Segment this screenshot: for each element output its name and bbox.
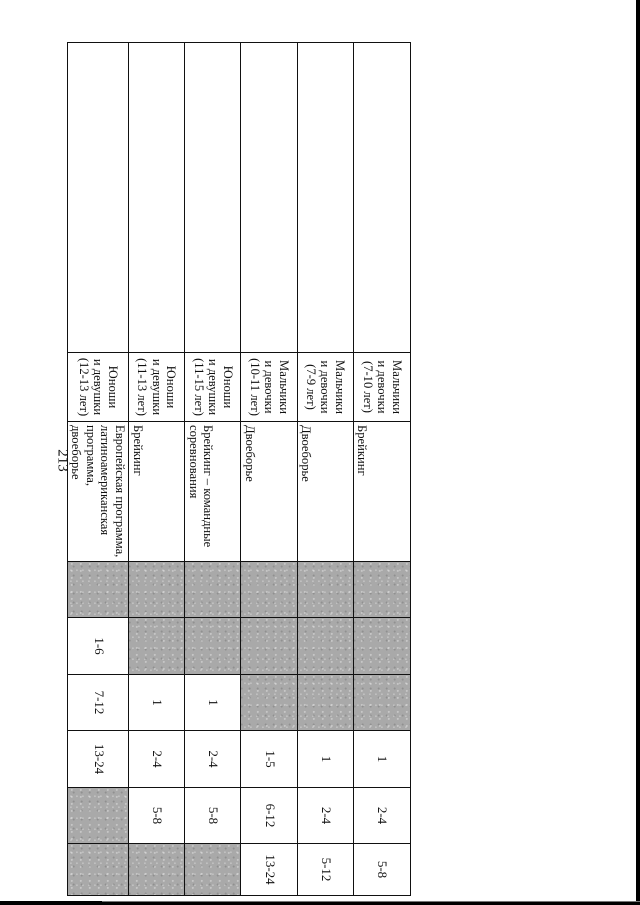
shaded-empty-cell	[129, 562, 185, 618]
place-range-cell: 13-24	[68, 731, 129, 788]
age-group-cell	[185, 353, 241, 422]
shaded-empty-cell	[241, 675, 297, 731]
age-group-cell	[241, 353, 297, 422]
place-range-cell: 1	[297, 731, 353, 788]
place-range-cell: 2-4	[353, 788, 410, 844]
table-row	[241, 43, 297, 896]
shaded-empty-cell	[68, 788, 129, 844]
age-group-line: Юноши	[164, 365, 179, 409]
table-row	[68, 43, 129, 896]
age-group-line: (7-10 лет)	[360, 361, 375, 413]
age-group-cell	[297, 353, 353, 422]
discipline-cell	[297, 422, 353, 562]
shaded-empty-cell	[129, 844, 185, 896]
discipline-cell	[241, 422, 297, 562]
shaded-empty-cell	[185, 562, 241, 618]
shaded-empty-cell	[241, 562, 297, 618]
place-range-cell: 1-6	[68, 618, 129, 675]
place-range-cell: 5-8	[129, 788, 185, 844]
place-range-cell: 7-12	[68, 675, 129, 731]
table-row	[353, 43, 410, 896]
table-row	[297, 43, 353, 896]
competition-places-table	[67, 42, 411, 896]
age-group-line: (11-15 лет)	[191, 358, 206, 416]
place-range-cell: 2-4	[297, 788, 353, 844]
discipline-cell	[68, 422, 129, 562]
blank-cell	[68, 43, 129, 353]
discipline-line: латиноамериканская программа,	[83, 425, 113, 536]
age-group-line: Юноши	[220, 365, 235, 409]
place-range-cell: 1-5	[241, 731, 297, 788]
place-range-cell: 5-8	[353, 844, 410, 896]
blank-cell	[185, 43, 241, 353]
place-range-cell: 6-12	[241, 788, 297, 844]
place-range-cell: 5-8	[185, 788, 241, 844]
age-group-line: (12-13 лет)	[76, 357, 91, 417]
place-range-cell: 13-24	[241, 844, 297, 896]
table-row	[185, 43, 241, 896]
place-range-cell: 2-4	[129, 731, 185, 788]
age-group-line: Юноши	[105, 365, 120, 409]
age-group-line: Мальчики	[276, 360, 291, 414]
rotated-table-area	[67, 42, 411, 895]
place-range-cell: 2-4	[185, 731, 241, 788]
age-group-line: и девочки	[318, 360, 333, 414]
blank-cell	[129, 43, 185, 353]
shaded-empty-cell	[297, 562, 353, 618]
age-group-line: (11-13 лет)	[135, 358, 150, 416]
shaded-empty-cell	[185, 618, 241, 675]
shaded-empty-cell	[68, 844, 129, 896]
blank-cell	[241, 43, 297, 353]
table-wrapper	[67, 42, 411, 895]
age-group-cell	[68, 353, 129, 422]
shaded-empty-cell	[353, 618, 410, 675]
discipline-cell	[353, 422, 410, 562]
discipline-line: Двоеборье	[242, 425, 257, 482]
place-range-cell: 1	[185, 675, 241, 731]
age-group-line: Мальчики	[332, 360, 347, 414]
discipline-line: двоеборье	[69, 425, 84, 480]
discipline-cell	[185, 422, 241, 562]
shaded-empty-cell	[185, 844, 241, 896]
shaded-empty-cell	[241, 618, 297, 675]
age-group-cell	[129, 353, 185, 422]
age-group-line: (10-11 лет)	[247, 358, 262, 416]
place-range-cell: 1	[353, 731, 410, 788]
place-range-cell: 1	[129, 675, 185, 731]
age-group-line: и девочки	[262, 360, 277, 414]
scan-edge-line	[102, 901, 640, 902]
place-range-cell: 5-12	[297, 844, 353, 896]
blank-cell	[353, 43, 410, 353]
discipline-cell	[129, 422, 185, 562]
discipline-line: Европейская программа,	[112, 425, 127, 558]
discipline-line: Брейкинг – командные	[201, 425, 216, 548]
age-group-line: и девушки	[206, 358, 221, 416]
age-group-line: (7-9 лет)	[304, 364, 318, 410]
shaded-empty-cell	[353, 675, 410, 731]
blank-cell	[297, 43, 353, 353]
discipline-line: Брейкинг	[355, 425, 370, 476]
discipline-line: Двоеборье	[299, 425, 314, 482]
page-number: 213	[54, 449, 71, 472]
shaded-empty-cell	[68, 562, 129, 618]
shaded-empty-cell	[129, 618, 185, 675]
shaded-empty-cell	[297, 618, 353, 675]
age-group-line: и девочки	[375, 360, 390, 414]
discipline-line: соревнования	[186, 425, 201, 499]
age-group-line: и девушки	[91, 358, 106, 416]
age-group-line: и девушки	[149, 358, 164, 416]
shaded-empty-cell	[353, 562, 410, 618]
scan-border-right	[636, 0, 640, 905]
discipline-line: Брейкинг	[130, 425, 145, 476]
shaded-empty-cell	[297, 675, 353, 731]
age-group-line: Мальчики	[389, 360, 404, 414]
table-row	[129, 43, 185, 896]
age-group-cell	[353, 353, 410, 422]
